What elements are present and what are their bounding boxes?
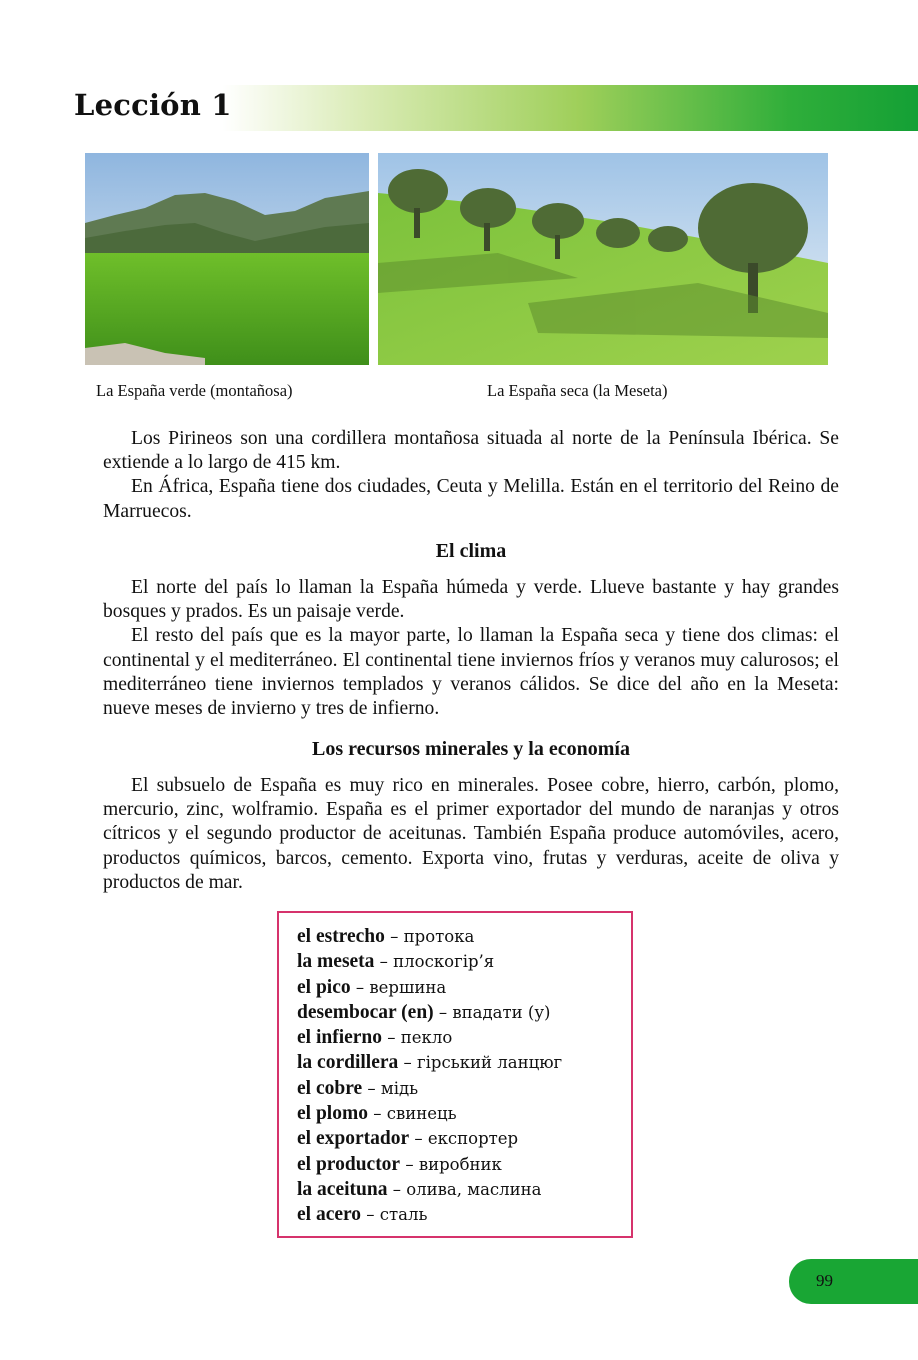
vocabulary-list — [297, 924, 562, 1228]
recursos-paragraph-1: El subsuelo de España es muy rico en minerales. Posee cobre, hierro, carbón, plomo, mercurio, zinc, wolframio. España es el primer exportador del mundo de naranjas y otros cítricos y el segundo productor de aceitunas. También España produce automóviles, acero, productos químicos, barcos, cemento. Exporta vino, frutas y verduras, aceite de oliva y productos de mar. — [103, 775, 839, 893]
vocab-term: el estrecho — [297, 926, 385, 947]
vocab-term: el cobre — [297, 1077, 363, 1099]
photo-right-caption: La España seca (la Meseta) — [487, 381, 668, 400]
intro-paragraph-2: En África, España tiene dos ciudades, Ceuta y Melilla. Están en el territorio del Reino de Marruecos. — [103, 476, 839, 522]
vocab-translation: – плоскогір’я — [374, 952, 495, 972]
vocabulary-item — [297, 1202, 562, 1227]
vocab-translation: – свинець — [367, 1104, 457, 1124]
vocab-term: el exportador — [297, 1128, 410, 1150]
vocab-term: el productor — [297, 1153, 401, 1175]
vocab-translation: – експортер — [409, 1129, 519, 1149]
vocabulary-item — [297, 1177, 562, 1202]
photo-green-spain — [85, 153, 369, 365]
vocab-translation: – пекло — [382, 1028, 453, 1048]
vocab-translation: – мідь — [362, 1078, 419, 1098]
vocab-translation: – виробник — [400, 1154, 502, 1174]
vocab-term: el acero — [297, 1204, 362, 1226]
vocabulary-item — [297, 1025, 562, 1050]
photo-dry-spain — [378, 153, 828, 365]
vocab-term: la meseta — [297, 951, 375, 973]
vocabulary-item — [297, 1101, 562, 1126]
vocab-translation: – сталь — [361, 1205, 428, 1225]
vocabulary-item — [297, 1126, 562, 1151]
vocab-translation: – протока — [384, 927, 475, 946]
vocabulary-item — [297, 949, 562, 974]
intro-paragraph-1: Los Pirineos son una cordillera montañosa situada al norte de la Península Ibérica. Se extiende a lo largo de 415 km. — [103, 428, 839, 474]
intro-text — [103, 427, 839, 524]
vocab-term: desembocar (en) — [297, 1001, 434, 1023]
lesson-title: Lección 1 — [74, 88, 232, 122]
vocab-translation: – олива, маслина — [387, 1179, 542, 1199]
page-number: 99 — [816, 1271, 833, 1290]
vocab-term: el pico — [297, 976, 351, 998]
vocabulary-item — [297, 924, 562, 949]
vocabulary-item — [297, 1050, 562, 1075]
clima-text — [103, 576, 839, 721]
vocab-term: la cordillera — [297, 1052, 399, 1074]
vocab-translation: – вершина — [350, 977, 447, 997]
vocabulary-item — [297, 1000, 562, 1025]
vocabulary-item — [297, 1076, 562, 1101]
vocab-term: el plomo — [297, 1103, 368, 1125]
vocab-translation: – гірський ланцюг — [398, 1053, 563, 1073]
vocab-term: el infierno — [297, 1027, 383, 1049]
vocabulary-item — [297, 975, 562, 1000]
clima-paragraph-2: El resto del país que es la mayor parte, lo llaman la España seca y tiene dos climas: el continental y el mediterráneo. El continental tiene inviernos fríos y veranos muy calurosos; el mediterráneo tiene inviernos templados y veranos cálidos. Se dice del año en la Meseta: nueve meses de invierno y tres de infierno. — [103, 625, 839, 720]
recursos-text — [103, 774, 839, 895]
clima-heading: El clima — [435, 540, 507, 562]
page-number-tab — [789, 1259, 918, 1304]
recursos-heading: Los recursos minerales y la economía — [312, 738, 630, 760]
vocab-term: la aceituna — [297, 1178, 388, 1200]
vocab-translation: – впадати (у) — [433, 1002, 551, 1022]
clima-paragraph-1: El norte del país lo llaman la España húmeda y verde. Llueve bastante y hay grandes bosques y prados. Es un paisaje verde. — [103, 577, 839, 623]
vocabulary-item — [297, 1152, 562, 1177]
photo-left-caption: La España verde (montañosa) — [96, 381, 293, 400]
